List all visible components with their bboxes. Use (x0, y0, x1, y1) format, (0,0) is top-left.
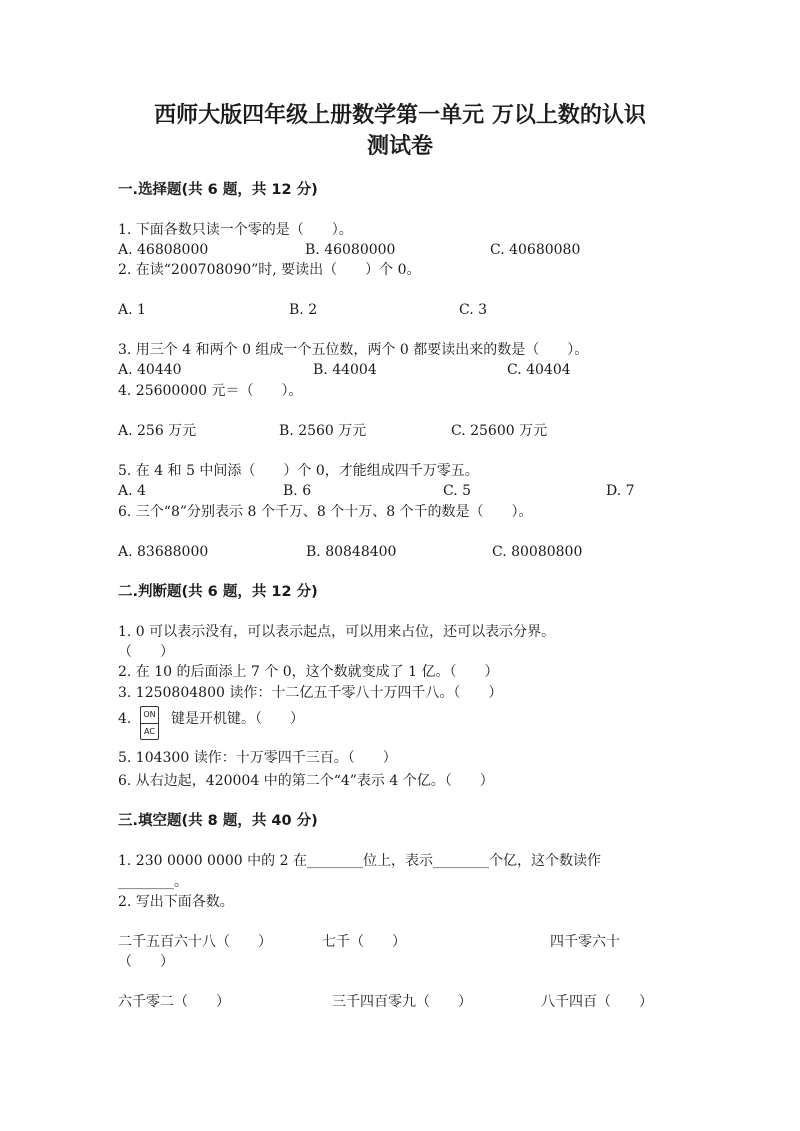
judge-1: 1. 0 可以表示没有，可以表示起点，可以用来占位，还可以表示分界。 (118, 624, 556, 640)
question-4-stem: 4. 25600000 元＝（ ）。 (118, 383, 303, 399)
question-5-option-b: B. 6 (283, 483, 312, 499)
judge-3: 3. 1250804800 读作：十二亿五千零八十万四千八。（ ） (118, 685, 503, 701)
question-3-stem: 3. 用三个 4 和两个 0 组成一个五位数，两个 0 都要读出来的数是（ ）。 (118, 342, 589, 358)
question-2-option-c: C. 3 (459, 302, 488, 318)
fill-2-item-4060: 四千零六十 (550, 934, 620, 950)
fill-2-stem: 2. 写出下面各数。 (118, 894, 234, 910)
section-heading-choice: 一.选择题(共 6 题，共 12 分) (118, 182, 318, 198)
question-2-stem: 2. 在读“200708090”时, 要读出（ ）个 0。 (118, 262, 421, 278)
question-6-option-c: C. 80080800 (492, 544, 583, 560)
judge-1-paren: （ ） (118, 644, 174, 660)
judge-5: 5. 104300 读作：十万零四千三百。（ ） (118, 750, 397, 766)
key-label-ac: AC (144, 727, 155, 736)
judge-4-number: 4. (118, 711, 132, 727)
fill-2-item-7000: 七千（ ） (322, 934, 406, 950)
question-6-option-b: B. 80848400 (306, 544, 397, 560)
section-heading-fill: 三.填空题(共 8 题，共 40 分) (118, 813, 318, 829)
fill-2-item-2568: 二千五百六十八（ ） (118, 934, 272, 950)
question-1-option-c: C. 40680080 (490, 242, 581, 258)
question-1-option-a: A. 46808000 (118, 242, 209, 258)
fill-2-item-3409: 三千四百零九（ ） (332, 994, 472, 1010)
question-4-option-a: A. 256 万元 (118, 423, 197, 439)
question-2-option-a: A. 1 (118, 302, 146, 318)
judge-2: 2. 在 10 的后面添上 7 个 0，这个数就变成了 1 亿。（ ） (118, 664, 499, 680)
question-5-option-d: D. 7 (606, 483, 635, 499)
page-title-line2: 测试卷 (366, 134, 433, 159)
judge-6: 6. 从右边起，420004 中的第二个“4”表示 4 个亿。（ ） (118, 773, 494, 789)
fill-1-line1: 1. 230 0000 0000 中的 2 在________位上，表示________个亿，这个数读作 (118, 853, 601, 869)
question-3-option-a: A. 40440 (118, 362, 182, 378)
key-label-on: ON (141, 707, 158, 724)
question-6-option-a: A. 83688000 (118, 544, 209, 560)
question-4-option-c: C. 25600 万元 (451, 423, 548, 439)
question-1-stem: 1. 下面各数只读一个零的是（ ）。 (118, 222, 353, 238)
fill-2-item-4060-paren: （ ） (118, 954, 174, 970)
question-6-stem: 6. 三个“8”分别表示 8 个千万、8 个十万、8 个千的数是（ ）。 (118, 504, 533, 520)
fill-2-item-6002: 六千零二（ ） (118, 994, 230, 1010)
question-3-option-b: B. 44004 (313, 362, 377, 378)
question-3-option-c: C. 40404 (507, 362, 571, 378)
question-5-stem: 5. 在 4 和 5 中间添（ ）个 0，才能组成四千万零五。 (118, 463, 479, 479)
question-2-option-b: B. 2 (289, 302, 318, 318)
page-title-line1: 西师大版四年级上册数学第一单元 万以上数的认识 (154, 103, 646, 128)
question-5-option-a: A. 4 (118, 483, 146, 499)
judge-4-text: 键是开机键。（ ） (171, 711, 304, 727)
on-ac-key-icon (140, 706, 159, 740)
fill-2-item-8400: 八千四百（ ） (541, 994, 653, 1010)
fill-1-line2: ________。 (118, 874, 188, 890)
question-4-option-b: B. 2560 万元 (279, 423, 367, 439)
section-heading-judge: 二.判断题(共 6 题，共 12 分) (118, 584, 318, 600)
question-5-option-c: C. 5 (443, 483, 472, 499)
question-1-option-b: B. 46080000 (305, 242, 396, 258)
